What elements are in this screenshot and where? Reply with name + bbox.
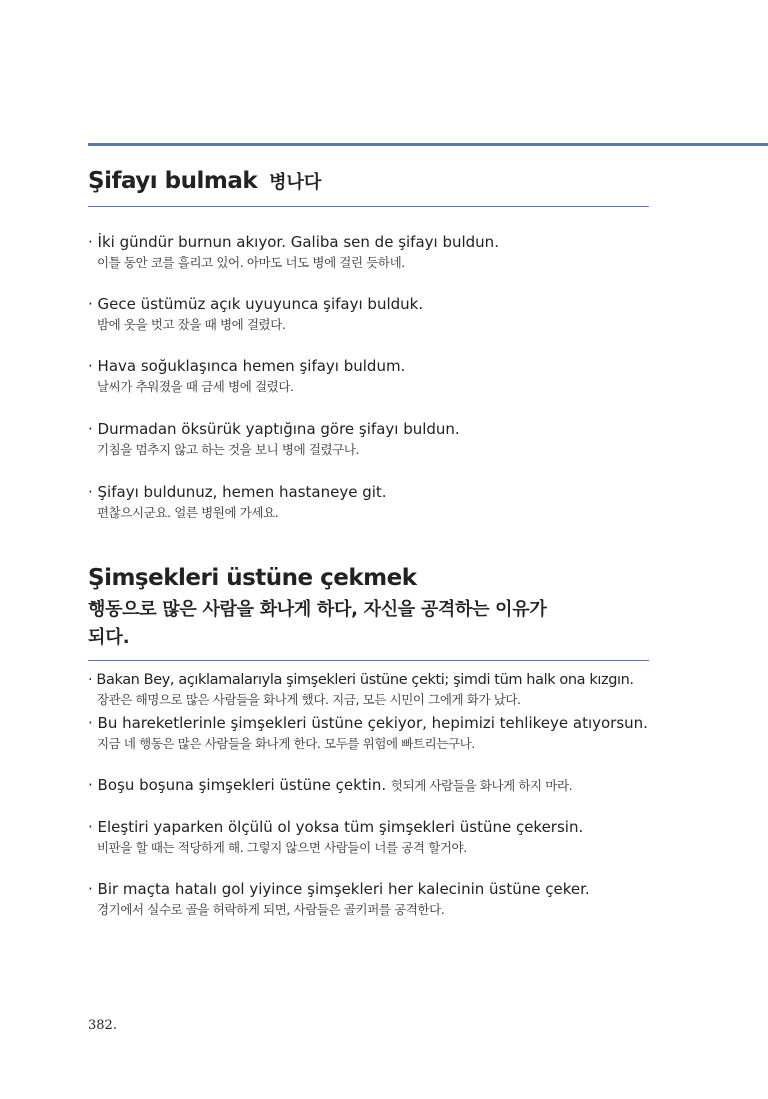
example-item (88, 714, 688, 752)
section-heading (88, 168, 649, 194)
section-sifayi-bulmak (88, 168, 649, 207)
example-korean: 기침을 멈추지 않고 하는 것을 보니 병에 걸렸구나. (97, 442, 360, 457)
example-item (88, 420, 688, 458)
example-item (88, 233, 688, 271)
example-turkish: · Eleştiri yaparken ölçülü ol yoksa tüm şimşekleri üstüne çekersin. (88, 818, 584, 836)
example-korean: 지금 네 행동은 많은 사람들을 화나게 한다. 모두를 위험에 빠트리는구나. (97, 736, 475, 751)
heading-turkish: Şimşekleri üstüne çekmek (88, 565, 417, 591)
heading-turkish: Şifayı bulmak (88, 168, 258, 194)
example-item (88, 672, 688, 708)
example-turkish: · Bu hareketlerinle şimşekleri üstüne çekiyor, hepimizi tehlikeye atıyorsun. (88, 714, 648, 732)
example-row (88, 776, 688, 794)
example-item (88, 880, 688, 918)
example-item (88, 357, 688, 395)
example-turkish: · Durmadan öksürük yaptığına göre şifayı buldun. (88, 420, 460, 438)
example-turkish: · İki gündür burnun akıyor. Galiba sen de şifayı buldun. (88, 233, 499, 251)
top-rule (88, 143, 768, 146)
example-turkish: · Bir maçta hatalı gol yiyince şimşekleri her kalecinin üstüne çeker. (88, 880, 590, 898)
example-korean: 밤에 옷을 벗고 잤을 때 병에 걸렸다. (97, 317, 286, 332)
example-turkish: · Gece üstümüz açık uyuyunca şifayı bulduk. (88, 295, 424, 313)
example-korean: 비판을 할 때는 적당하게 해. 그렇지 않으면 사람들이 너를 공격 할거야. (97, 840, 467, 855)
heading-rule (88, 660, 649, 661)
example-turkish: · Şifayı buldunuz, hemen hastaneye git. (88, 483, 387, 501)
example-item (88, 295, 688, 333)
example-korean: 경기에서 실수로 골을 허락하게 되면, 사람들은 골키퍼를 공격한다. (97, 902, 445, 917)
example-item (88, 483, 688, 521)
section-simsekleri-ustune-cekmek (88, 565, 649, 661)
heading-korean: 병나다 (269, 172, 322, 193)
example-item (88, 818, 688, 856)
example-korean: 날씨가 추워졌을 때 금세 병에 걸렸다. (97, 379, 294, 394)
example-turkish: · Bakan Bey, açıklamalarıyla şimşekleri üstüne çekti; şimdi tüm halk ona kızgın. (88, 672, 634, 688)
example-item (88, 776, 688, 794)
page-number: 382. (88, 1018, 117, 1033)
heading-rule (88, 206, 649, 207)
example-korean: 헛되게 사람들을 화나게 하지 마라. (390, 778, 573, 793)
example-korean: 이틀 동안 코를 흘리고 있어. 아마도 너도 병에 걸린 듯하네. (97, 255, 405, 270)
example-turkish: · Boşu boşuna şimşekleri üstüne çektin. (88, 776, 387, 794)
example-turkish: · Hava soğuklaşınca hemen şifayı buldum. (88, 357, 406, 375)
heading-korean-line-1: 행동으로 많은 사람을 화나게 하다, 자신을 공격하는 이유가 (88, 599, 547, 620)
heading-korean-line-2: 되다. (88, 627, 130, 648)
example-korean: 편찮으시군요. 얼른 병원에 가세요. (97, 505, 279, 520)
example-korean: 장관은 해명으로 많은 사람들을 화나게 했다. 지금, 모든 시민이 그에게 화가 났다. (97, 692, 521, 707)
